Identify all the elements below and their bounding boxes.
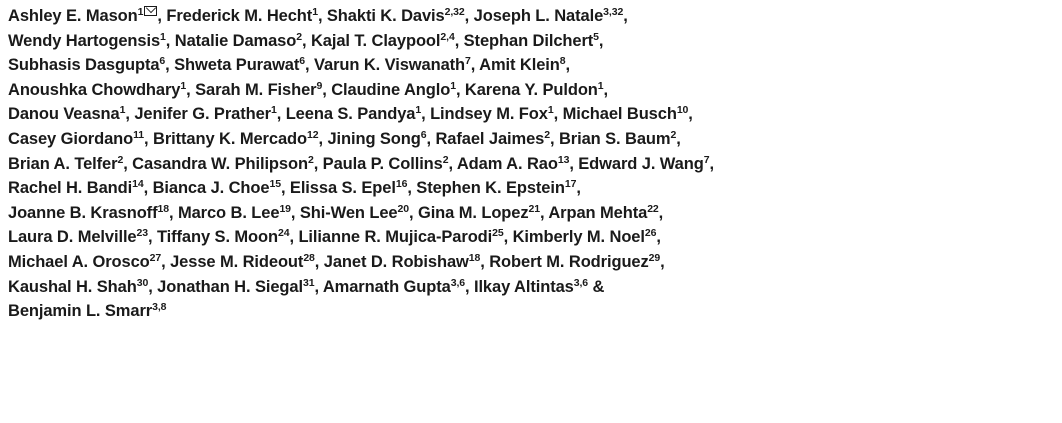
- separator: ,: [165, 56, 175, 75]
- separator: ,: [455, 80, 465, 99]
- affiliation-superscript[interactable]: 3,32: [603, 6, 624, 18]
- author-name: Laura D. Melville: [8, 228, 137, 247]
- affiliation-superscript[interactable]: 1: [119, 104, 126, 117]
- author-name: Gina M. Lopez: [417, 203, 529, 222]
- separator: ,: [409, 203, 418, 222]
- author-name: Robert M. Rodriguez: [489, 252, 649, 271]
- author-line: [8, 201, 1058, 226]
- separator: ,: [302, 31, 311, 50]
- separator: ,: [289, 228, 299, 247]
- author-name: Anoushka Chowdhary: [8, 80, 181, 99]
- separator: ,: [470, 56, 480, 75]
- separator: ,: [314, 252, 324, 271]
- affiliation-superscript[interactable]: 7: [703, 153, 710, 166]
- affiliation-superscript[interactable]: 2: [117, 153, 124, 166]
- author[interactable]: [195, 81, 322, 99]
- author-name: Lindsey M. Fox: [430, 105, 548, 124]
- separator: ,: [276, 105, 286, 124]
- author[interactable]: [327, 130, 426, 148]
- author[interactable]: [489, 253, 660, 271]
- separator: ,: [658, 203, 664, 222]
- author[interactable]: [474, 278, 588, 296]
- author-name: Karena Y. Puldon: [464, 80, 598, 99]
- author[interactable]: [8, 302, 166, 320]
- author[interactable]: [8, 32, 166, 50]
- author[interactable]: [474, 7, 624, 25]
- separator: ,: [448, 154, 457, 173]
- separator: ,: [290, 203, 300, 222]
- author-name: Arpan Mehta: [548, 203, 648, 222]
- author[interactable]: [327, 7, 465, 25]
- separator: ,: [603, 80, 609, 99]
- author[interactable]: [300, 204, 409, 222]
- separator: ,: [148, 228, 157, 247]
- author-name: Danou Veasna: [8, 105, 120, 124]
- author-name: Stephen K. Epstein: [416, 179, 565, 198]
- author-line: [8, 176, 1058, 201]
- separator: ,: [465, 277, 474, 296]
- author[interactable]: [578, 155, 709, 173]
- separator: ,: [598, 31, 604, 50]
- separator: ,: [550, 129, 559, 148]
- author[interactable]: [8, 7, 157, 25]
- affiliation-superscript[interactable]: 21: [528, 202, 540, 215]
- affiliation-superscript[interactable]: 1: [160, 30, 166, 43]
- author[interactable]: [153, 179, 281, 197]
- author-name: Tiffany S. Moon: [156, 228, 278, 247]
- affiliation-superscript[interactable]: 15: [269, 178, 281, 191]
- author[interactable]: [563, 105, 689, 123]
- author-line: [8, 250, 1058, 275]
- separator: ,: [540, 203, 549, 222]
- separator: ,: [168, 203, 178, 222]
- affiliation-superscript[interactable]: 7: [465, 55, 471, 68]
- author-name: Amit Klein: [479, 56, 560, 75]
- author[interactable]: [8, 56, 165, 74]
- author-name: Kaushal H. Shah: [8, 277, 137, 296]
- author[interactable]: [134, 105, 276, 123]
- affiliation-superscript[interactable]: 9: [316, 79, 323, 92]
- affiliation-superscript[interactable]: 18: [468, 251, 481, 264]
- author-name: Joanne B. Krasnoff: [8, 203, 158, 222]
- separator: ,: [407, 179, 417, 198]
- separator: ,: [317, 7, 327, 25]
- author[interactable]: [8, 105, 125, 123]
- affiliation-superscript[interactable]: 1: [180, 79, 187, 92]
- author-name: Janet D. Robishaw: [323, 252, 469, 271]
- author[interactable]: [170, 253, 315, 271]
- author[interactable]: [8, 253, 161, 271]
- affiliation-superscript[interactable]: 3,6: [450, 276, 465, 289]
- affiliation-superscript[interactable]: 23: [136, 227, 148, 240]
- author-name: Edward J. Wang: [578, 154, 704, 173]
- separator: ,: [161, 252, 171, 271]
- author[interactable]: [157, 228, 290, 246]
- affiliation-superscript[interactable]: 6: [299, 55, 306, 68]
- separator: ,: [144, 129, 154, 148]
- affiliation-superscript[interactable]: 10: [676, 104, 689, 117]
- separator: ,: [123, 154, 133, 173]
- author[interactable]: [430, 105, 554, 123]
- affiliation-superscript[interactable]: 2,32: [444, 6, 465, 18]
- separator: ,: [576, 179, 581, 198]
- author[interactable]: [311, 32, 455, 50]
- author-line: [8, 102, 1058, 127]
- author[interactable]: [132, 155, 314, 173]
- affiliation-superscript[interactable]: 28: [303, 251, 315, 264]
- separator: ,: [305, 56, 314, 75]
- affiliation-superscript[interactable]: 12: [306, 128, 319, 141]
- author-name: Brian S. Baum: [558, 129, 671, 148]
- affiliation-superscript[interactable]: 20: [397, 202, 409, 215]
- author-line: [8, 152, 1058, 177]
- affiliation-superscript[interactable]: 24: [278, 227, 290, 240]
- affiliation-superscript[interactable]: 1: [597, 79, 604, 92]
- author-name: Kajal T. Claypool: [310, 31, 441, 50]
- separator: ,: [676, 129, 681, 148]
- affiliation-superscript[interactable]: 27: [149, 251, 162, 264]
- author-name: Frederick M. Hecht: [166, 7, 313, 25]
- author-line: [8, 4, 1058, 29]
- separator: ,: [454, 31, 464, 50]
- affiliation-superscript[interactable]: 25: [492, 227, 504, 240]
- author[interactable]: [314, 56, 471, 74]
- author-name: Amarnath Gupta: [322, 277, 451, 296]
- separator: ,: [569, 154, 579, 173]
- separator: ,: [143, 179, 153, 198]
- author-line: [8, 299, 1058, 324]
- author[interactable]: [435, 130, 550, 148]
- affiliation-superscript[interactable]: 16: [395, 178, 408, 191]
- affiliation-superscript[interactable]: 3,6: [573, 276, 589, 289]
- author[interactable]: [416, 179, 576, 197]
- separator: ,: [553, 105, 563, 124]
- author[interactable]: [166, 7, 318, 25]
- author[interactable]: [8, 155, 123, 173]
- affiliation-superscript[interactable]: 30: [136, 276, 149, 289]
- author[interactable]: [464, 32, 599, 50]
- author-name: Shakti K. Davis: [326, 7, 445, 25]
- envelope-icon[interactable]: [144, 6, 157, 16]
- author-line: [8, 29, 1058, 54]
- author-line: [8, 53, 1058, 78]
- author[interactable]: [418, 204, 540, 222]
- affiliation-superscript[interactable]: 1: [137, 6, 144, 18]
- author[interactable]: [174, 56, 305, 74]
- separator: ,: [157, 7, 167, 25]
- separator: ,: [503, 228, 513, 247]
- separator: ,: [318, 129, 328, 148]
- author[interactable]: [8, 278, 148, 296]
- separator: ,: [280, 179, 290, 198]
- author-name: Jonathan H. Siegal: [157, 277, 303, 296]
- affiliation-superscript[interactable]: 26: [644, 227, 657, 240]
- author-name: Stephan Dilchert: [463, 31, 594, 50]
- author[interactable]: [175, 32, 302, 50]
- author[interactable]: [8, 228, 148, 246]
- author[interactable]: [479, 56, 565, 74]
- separator: ,: [165, 31, 175, 50]
- author-name: Joseph L. Natale: [473, 7, 604, 25]
- separator: ,: [314, 277, 323, 296]
- separator: ,: [565, 56, 570, 75]
- author-name: Michael Busch: [562, 105, 677, 124]
- author-name: Varun K. Viswanath: [314, 56, 466, 75]
- separator: ,: [660, 252, 665, 271]
- affiliation-superscript[interactable]: 2: [670, 128, 677, 141]
- author-name: Jining Song: [327, 129, 421, 148]
- author-name: Elissa S. Epel: [289, 179, 396, 198]
- author-name: Benjamin L. Smarr: [8, 302, 153, 321]
- affiliation-superscript[interactable]: 2,4: [440, 30, 455, 43]
- affiliation-superscript[interactable]: 31: [302, 276, 315, 289]
- author[interactable]: [323, 278, 465, 296]
- author-line: [8, 78, 1058, 103]
- author-name: Casey Giordano: [8, 129, 134, 148]
- separator: ,: [709, 154, 714, 173]
- affiliation-superscript[interactable]: 8: [559, 55, 566, 68]
- author[interactable]: [548, 204, 658, 222]
- affiliation-superscript[interactable]: 2: [296, 30, 302, 43]
- author-name: Claudine Anglo: [331, 80, 451, 99]
- author[interactable]: [8, 130, 144, 148]
- author-name: Ashley E. Mason: [8, 7, 138, 25]
- author-name: Ilkay Altintas: [473, 277, 574, 296]
- author-name: Sarah M. Fisher: [195, 80, 317, 99]
- affiliation-superscript[interactable]: 5: [593, 30, 599, 43]
- author-line: [8, 225, 1058, 250]
- author-name: Jenifer G. Prather: [134, 105, 271, 124]
- author-name: Brittany K. Mercado: [153, 129, 307, 148]
- separator: ,: [421, 105, 431, 124]
- author-name: Jesse M. Rideout: [170, 252, 304, 271]
- separator: ,: [688, 105, 693, 124]
- author-name: Adam A. Rao: [456, 154, 558, 173]
- affiliation-superscript[interactable]: 22: [647, 202, 659, 215]
- separator: ,: [313, 154, 323, 173]
- author-name: Natalie Damaso: [174, 31, 297, 50]
- affiliation-superscript[interactable]: 17: [564, 178, 577, 191]
- author-name: Subhasis Dasgupta: [8, 56, 160, 75]
- author[interactable]: [559, 130, 676, 148]
- affiliation-superscript[interactable]: 29: [648, 251, 661, 264]
- author-name: Casandra W. Philipson: [132, 154, 308, 173]
- affiliation-superscript[interactable]: 1: [270, 104, 277, 117]
- author[interactable]: [178, 204, 291, 222]
- author-name: Rachel H. Bandi: [8, 179, 133, 198]
- separator: ,: [656, 228, 661, 247]
- author[interactable]: [324, 253, 480, 271]
- author-line: [8, 127, 1058, 152]
- author[interactable]: [8, 204, 169, 222]
- separator: ,: [322, 80, 332, 99]
- author[interactable]: [298, 228, 503, 246]
- separator: ,: [426, 129, 436, 148]
- separator: ,: [623, 7, 628, 25]
- separator: ,: [480, 252, 490, 271]
- author-name: Paula P. Collins: [322, 154, 443, 173]
- author[interactable]: [157, 278, 314, 296]
- separator: ,: [125, 105, 135, 124]
- author[interactable]: [286, 105, 421, 123]
- author-list: [8, 4, 1058, 324]
- author-name: Lilianne R. Mujica-Parodi: [298, 228, 493, 247]
- affiliation-superscript[interactable]: 1: [312, 6, 318, 18]
- author-name: Shi-Wen Lee: [299, 203, 398, 222]
- author[interactable]: [153, 130, 318, 148]
- author[interactable]: [465, 81, 604, 99]
- affiliation-superscript[interactable]: 2: [544, 128, 550, 141]
- author-name: Rafael Jaimes: [435, 129, 545, 148]
- affiliation-superscript[interactable]: 1: [415, 104, 422, 117]
- separator: ,: [186, 80, 196, 99]
- author[interactable]: [331, 81, 456, 99]
- author-line: [8, 275, 1058, 300]
- separator: ,: [148, 277, 158, 296]
- author-name: Michael A. Orosco: [8, 252, 150, 271]
- affiliation-superscript[interactable]: 6: [159, 55, 166, 68]
- affiliation-superscript[interactable]: 2: [442, 153, 449, 166]
- affiliation-superscript[interactable]: 19: [279, 202, 291, 215]
- affiliation-superscript[interactable]: 1: [547, 104, 554, 117]
- author[interactable]: [513, 228, 657, 246]
- author[interactable]: [8, 179, 144, 197]
- affiliation-superscript[interactable]: 3,8: [152, 301, 167, 314]
- author-name: Marco B. Lee: [177, 203, 280, 222]
- affiliation-superscript[interactable]: 6: [420, 128, 427, 141]
- affiliation-superscript[interactable]: 11: [133, 128, 145, 141]
- separator: ,: [464, 7, 474, 25]
- author[interactable]: [8, 81, 186, 99]
- conjunction: &: [588, 277, 605, 296]
- author-name: Wendy Hartogensis: [8, 31, 161, 50]
- affiliation-superscript[interactable]: 14: [132, 178, 144, 191]
- author[interactable]: [457, 155, 569, 173]
- author[interactable]: [290, 179, 407, 197]
- affiliation-superscript[interactable]: 1: [450, 79, 456, 92]
- author-name: Brian A. Telfer: [8, 154, 118, 173]
- author-name: Bianca J. Choe: [152, 179, 270, 198]
- affiliation-superscript[interactable]: 18: [157, 202, 169, 215]
- affiliation-superscript[interactable]: 13: [557, 153, 570, 166]
- author-name: Shweta Purawat: [174, 56, 300, 75]
- author[interactable]: [323, 155, 449, 173]
- author-name: Leena S. Pandya: [285, 105, 416, 124]
- author-name: Kimberly M. Noel: [512, 228, 645, 247]
- affiliation-superscript[interactable]: 2: [307, 153, 314, 166]
